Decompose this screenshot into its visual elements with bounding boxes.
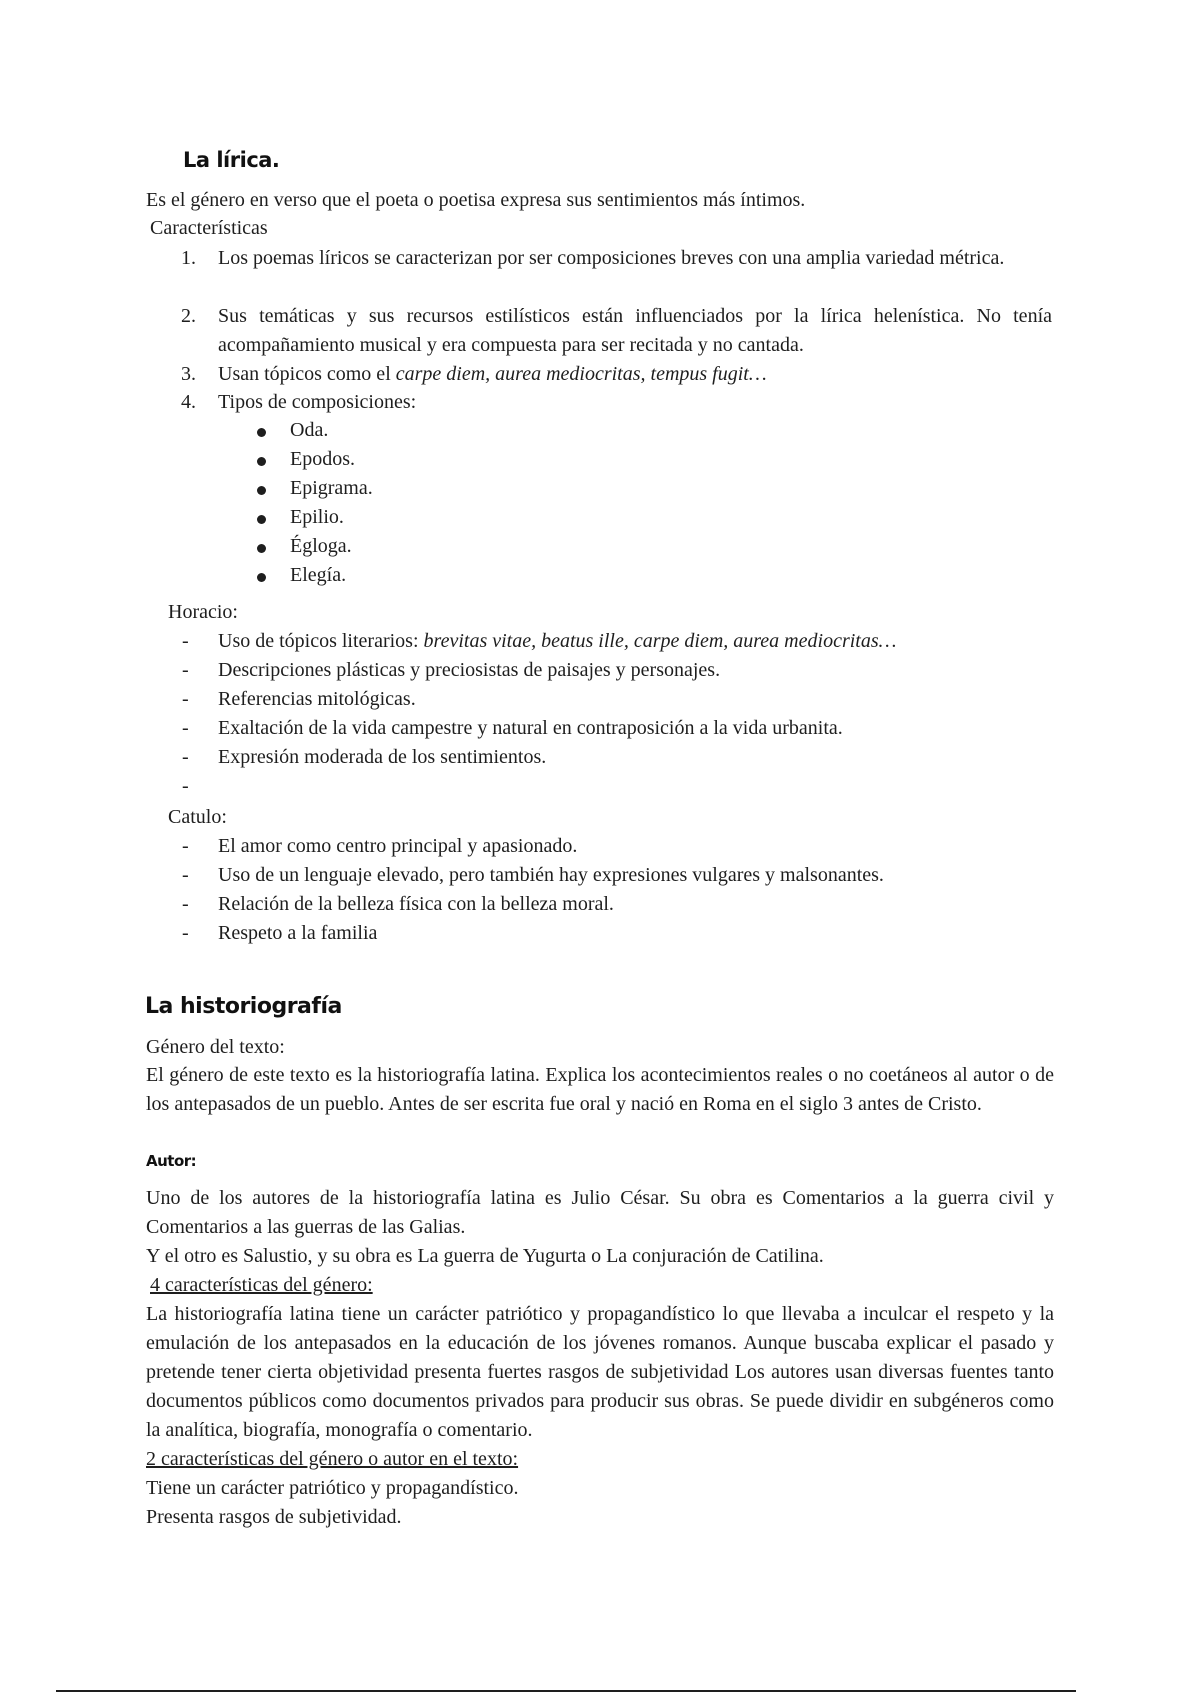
genero-text: El género de este texto es la historiografía latina. Explica los acontecimientos reales o no coetáneos al autor o de los antepasados de un pueblo. Antes de ser escrita fue oral y nació en Roma en el siglo 3 antes de Cristo. [146,1064,1054,1115]
item-text-italic: carpe diem, aurea mediocritas, tempus fugit… [395,363,767,385]
dash-marker: - [182,835,189,857]
bullet-icon [257,573,266,582]
dash-marker: - [182,717,189,739]
list-item: Referencias mitológicas. [218,688,416,710]
dash-marker: - [182,630,189,652]
horacio-label: Horacio: [168,601,238,623]
item-number: 2. [181,305,196,327]
list-item: Tipos de composiciones: [218,391,417,413]
genero-label: Género del texto: [146,1036,285,1058]
caracteristicas-2-label: 2 características del género o autor en el texto: [146,1448,519,1470]
item-text-italic: brevitas vitae, beatus ille, carpe diem, aurea mediocritas… [423,630,897,652]
caracteristicas-4-label: 4 características del género: [150,1274,373,1296]
list-item: Epodos. [290,448,355,470]
list-item: Exaltación de la vida campestre y natural en contraposición a la vida urbanita. [218,717,843,739]
bottom-divider [56,1690,1076,1692]
autor-text-2: Y el otro es Salustio, y su obra es La guerra de Yugurta o La conjuración de Catilina. [146,1245,824,1267]
list-item: Oda. [290,419,329,441]
dash-marker: - [182,864,189,886]
heading-historiografia: La historiografía [145,994,342,1019]
caracteristica-line: Tiene un carácter patriótico y propagandístico. [146,1477,519,1499]
bullet-icon [257,428,266,437]
item-number: 1. [181,247,196,269]
bullet-icon [257,544,266,553]
bullet-icon [257,486,266,495]
item-number: 3. [181,363,196,385]
caracteristicas-label: Características [150,217,268,239]
catulo-label: Catulo: [168,806,227,828]
dash-marker: - [182,688,189,710]
item-text: Uso de tópicos literarios: [218,630,424,652]
bullet-icon [257,457,266,466]
caracteristica-line: Presenta rasgos de subjetividad. [146,1506,402,1528]
list-item: Respeto a la familia [218,922,378,944]
list-item: Descripciones plásticas y preciosistas de paisajes y personajes. [218,659,721,681]
dash-marker: - [182,775,189,797]
list-item: Epilio. [290,506,344,528]
list-item: El amor como centro principal y apasionado. [218,835,578,857]
autor-label: Autor: [146,1152,197,1170]
list-item [218,627,896,655]
dash-marker: - [182,893,189,915]
item-number: 4. [181,391,196,413]
list-item: Uso de un lenguaje elevado, pero también hay expresiones vulgares y malsonantes. [218,864,884,886]
caracteristicas-4-text: La historiografía latina tiene un carácter patriótico y propagandístico lo que llevaba a inculcar el respeto y la emulación de los antepasados en la educación de los jóvenes romanos. Aunque buscaba explicar el pasado y pretende tener cierta objetividad presenta fuertes rasgos de subjetividad Los autores usan diversas fuentes tanto documentos públicos como documentos privados para producir sus obras. Se puede dividir en subgéneros como la analítica, biografía, monografía o comentario. [146,1303,1054,1441]
item-text: Usan tópicos como el [218,363,396,385]
dash-marker: - [182,922,189,944]
bullet-icon [257,515,266,524]
dash-marker: - [182,746,189,768]
autor-text: Uno de los autores de la historiografía latina es Julio César. Su obra es Comentarios a la guerra civil y Comentarios a las guerras de las Galias. [146,1187,1054,1238]
heading-lirica: La lírica. [183,148,280,172]
list-item: Relación de la belleza física con la belleza moral. [218,893,614,915]
list-item: Epigrama. [290,477,373,499]
lirica-intro: Es el género en verso que el poeta o poetisa expresa sus sentimientos más íntimos. [146,189,806,211]
dash-marker: - [182,659,189,681]
list-item [218,360,767,388]
list-item: Los poemas líricos se caracterizan por ser composiciones breves con una amplia variedad métrica. [218,247,1005,269]
list-item: Elegía. [290,564,347,586]
list-item: Égloga. [290,535,352,557]
list-item: Sus temáticas y sus recursos estilísticos están influenciados por la lírica helenística. No tenía acompañamiento musical y era compuesta para ser recitada y no cantada. [218,305,1052,356]
list-item: Expresión moderada de los sentimientos. [218,746,547,768]
